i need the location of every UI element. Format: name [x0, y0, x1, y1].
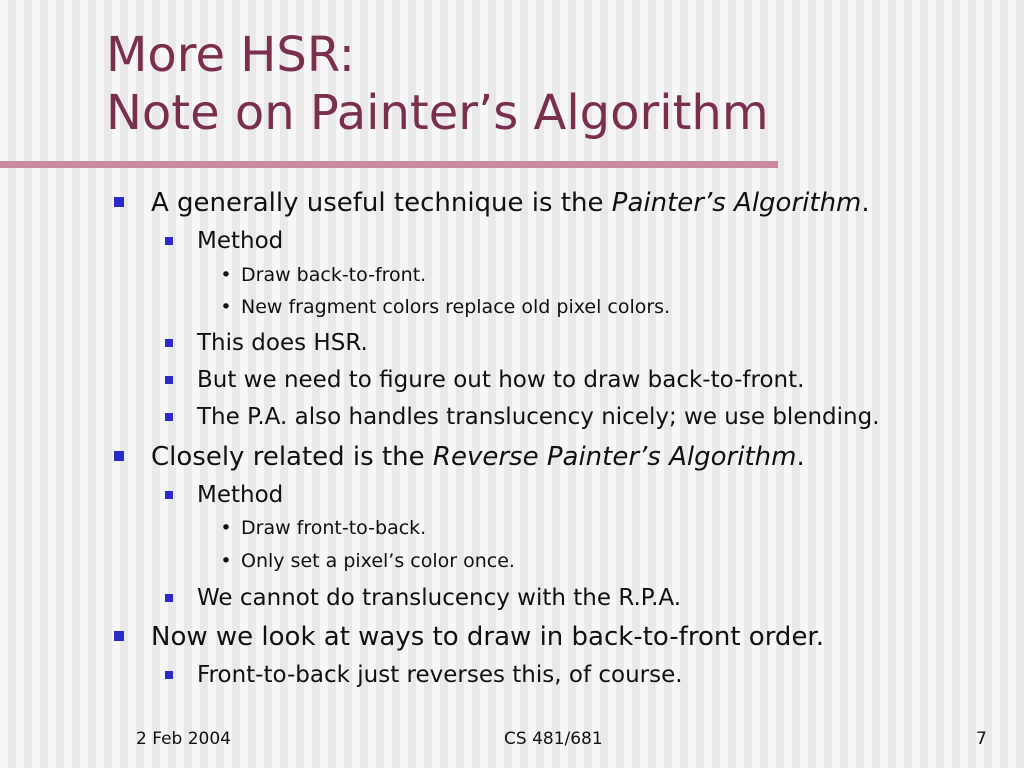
bullet-3	[114, 622, 824, 652]
sub-bullet-text: The P.A. also handles translucency nicely; we use blending.	[197, 404, 880, 430]
bullet-text: Now we look at ways to draw in back-to-front order.	[151, 622, 825, 652]
bullet-text: Closely related is the	[151, 442, 433, 472]
sub-sub-bullet	[219, 263, 426, 287]
bullet-emphasis: Reverse Painter’s Algorithm	[432, 442, 797, 472]
footer-course: CS 481/681	[504, 729, 603, 749]
sub-bullet-text: Method	[197, 228, 284, 254]
title-line-1: More HSR:	[106, 27, 355, 83]
square-bullet-icon	[165, 413, 173, 421]
square-bullet-icon	[114, 631, 124, 641]
sub-sub-bullet-text: Only set a pixel’s color once.	[241, 550, 515, 572]
square-bullet-icon	[114, 197, 124, 207]
sub-sub-bullet-text: Draw back-to-front.	[241, 264, 427, 286]
bullet-text: A generally useful technique is the	[151, 188, 612, 218]
sub-bullet	[165, 403, 880, 431]
sub-sub-bullet-text: Draw front-to-back.	[241, 517, 427, 539]
sub-sub-bullet-text: New fragment colors replace old pixel colors.	[241, 296, 671, 318]
round-bullet-icon: •	[220, 517, 232, 539]
sub-bullet	[165, 366, 804, 394]
bullet-text-end: .	[861, 188, 870, 218]
square-bullet-icon	[165, 671, 173, 679]
bullet-text-end: .	[796, 442, 805, 472]
round-bullet-icon: •	[220, 296, 232, 318]
title-line-2: Note on Painter’s Algorithm	[106, 85, 769, 141]
sub-bullet-method	[165, 481, 283, 509]
round-bullet-icon: •	[220, 550, 232, 572]
sub-sub-bullet	[219, 516, 426, 540]
sub-bullet	[165, 661, 683, 689]
bullet-1	[114, 188, 870, 218]
square-bullet-icon	[165, 339, 173, 347]
sub-bullet-text: We cannot do translucency with the R.P.A.	[197, 585, 682, 611]
bullet-emphasis: Painter’s Algorithm	[611, 188, 862, 218]
sub-sub-bullet	[219, 295, 670, 319]
square-bullet-icon	[165, 237, 173, 245]
sub-bullet-text: Front-to-back just reverses this, of course.	[197, 662, 683, 688]
square-bullet-icon	[165, 594, 173, 602]
bullet-2	[114, 442, 805, 472]
round-bullet-icon: •	[220, 264, 232, 286]
footer-date: 2 Feb 2004	[136, 729, 231, 749]
footer-page-number: 7	[976, 729, 987, 749]
square-bullet-icon	[165, 376, 173, 384]
sub-bullet	[165, 329, 368, 357]
sub-bullet-text: Method	[197, 482, 284, 508]
sub-bullet-method	[165, 227, 283, 255]
sub-bullet	[165, 584, 681, 612]
square-bullet-icon	[165, 491, 173, 499]
square-bullet-icon	[114, 451, 124, 461]
sub-bullet-text: This does HSR.	[197, 330, 368, 356]
sub-bullet-text: But we need to figure out how to draw back-to-front.	[197, 367, 805, 393]
sub-sub-bullet	[219, 549, 515, 573]
